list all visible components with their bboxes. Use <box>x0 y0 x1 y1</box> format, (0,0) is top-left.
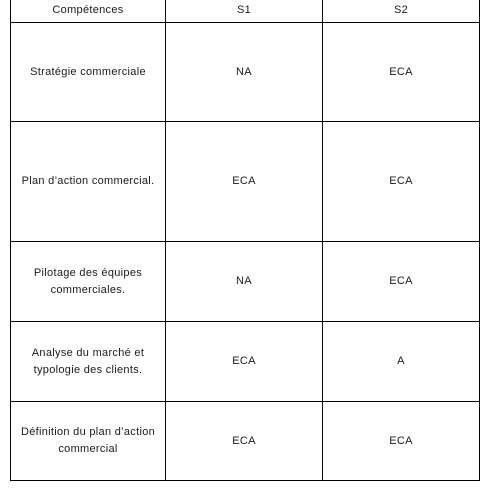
table-row <box>11 23 480 122</box>
s2-cell: ECA <box>323 402 480 481</box>
s1-cell: NA <box>166 242 323 322</box>
header-competences: Compétences <box>11 0 166 23</box>
table-row <box>11 322 480 402</box>
table-row <box>11 242 480 322</box>
header-s1: S1 <box>166 0 323 23</box>
s2-cell: A <box>323 322 480 402</box>
competence-cell: Stratégie commerciale <box>11 23 166 122</box>
competence-cell: Analyse du marché et typologie des clients. <box>11 322 166 402</box>
s1-cell: NA <box>166 23 323 122</box>
header-s2: S2 <box>323 0 480 23</box>
s1-cell: ECA <box>166 322 323 402</box>
s1-cell: ECA <box>166 122 323 242</box>
table-row <box>11 402 480 481</box>
competences-table <box>10 0 480 481</box>
table-header-row <box>11 0 480 23</box>
s2-cell: ECA <box>323 122 480 242</box>
s2-cell: ECA <box>323 23 480 122</box>
competence-cell: Pilotage des équipes commerciales. <box>11 242 166 322</box>
table-row <box>11 122 480 242</box>
competence-cell: Définition du plan d’action commercial <box>11 402 166 481</box>
s1-cell: ECA <box>166 402 323 481</box>
competence-cell: Plan d’action commercial. <box>11 122 166 242</box>
s2-cell: ECA <box>323 242 480 322</box>
